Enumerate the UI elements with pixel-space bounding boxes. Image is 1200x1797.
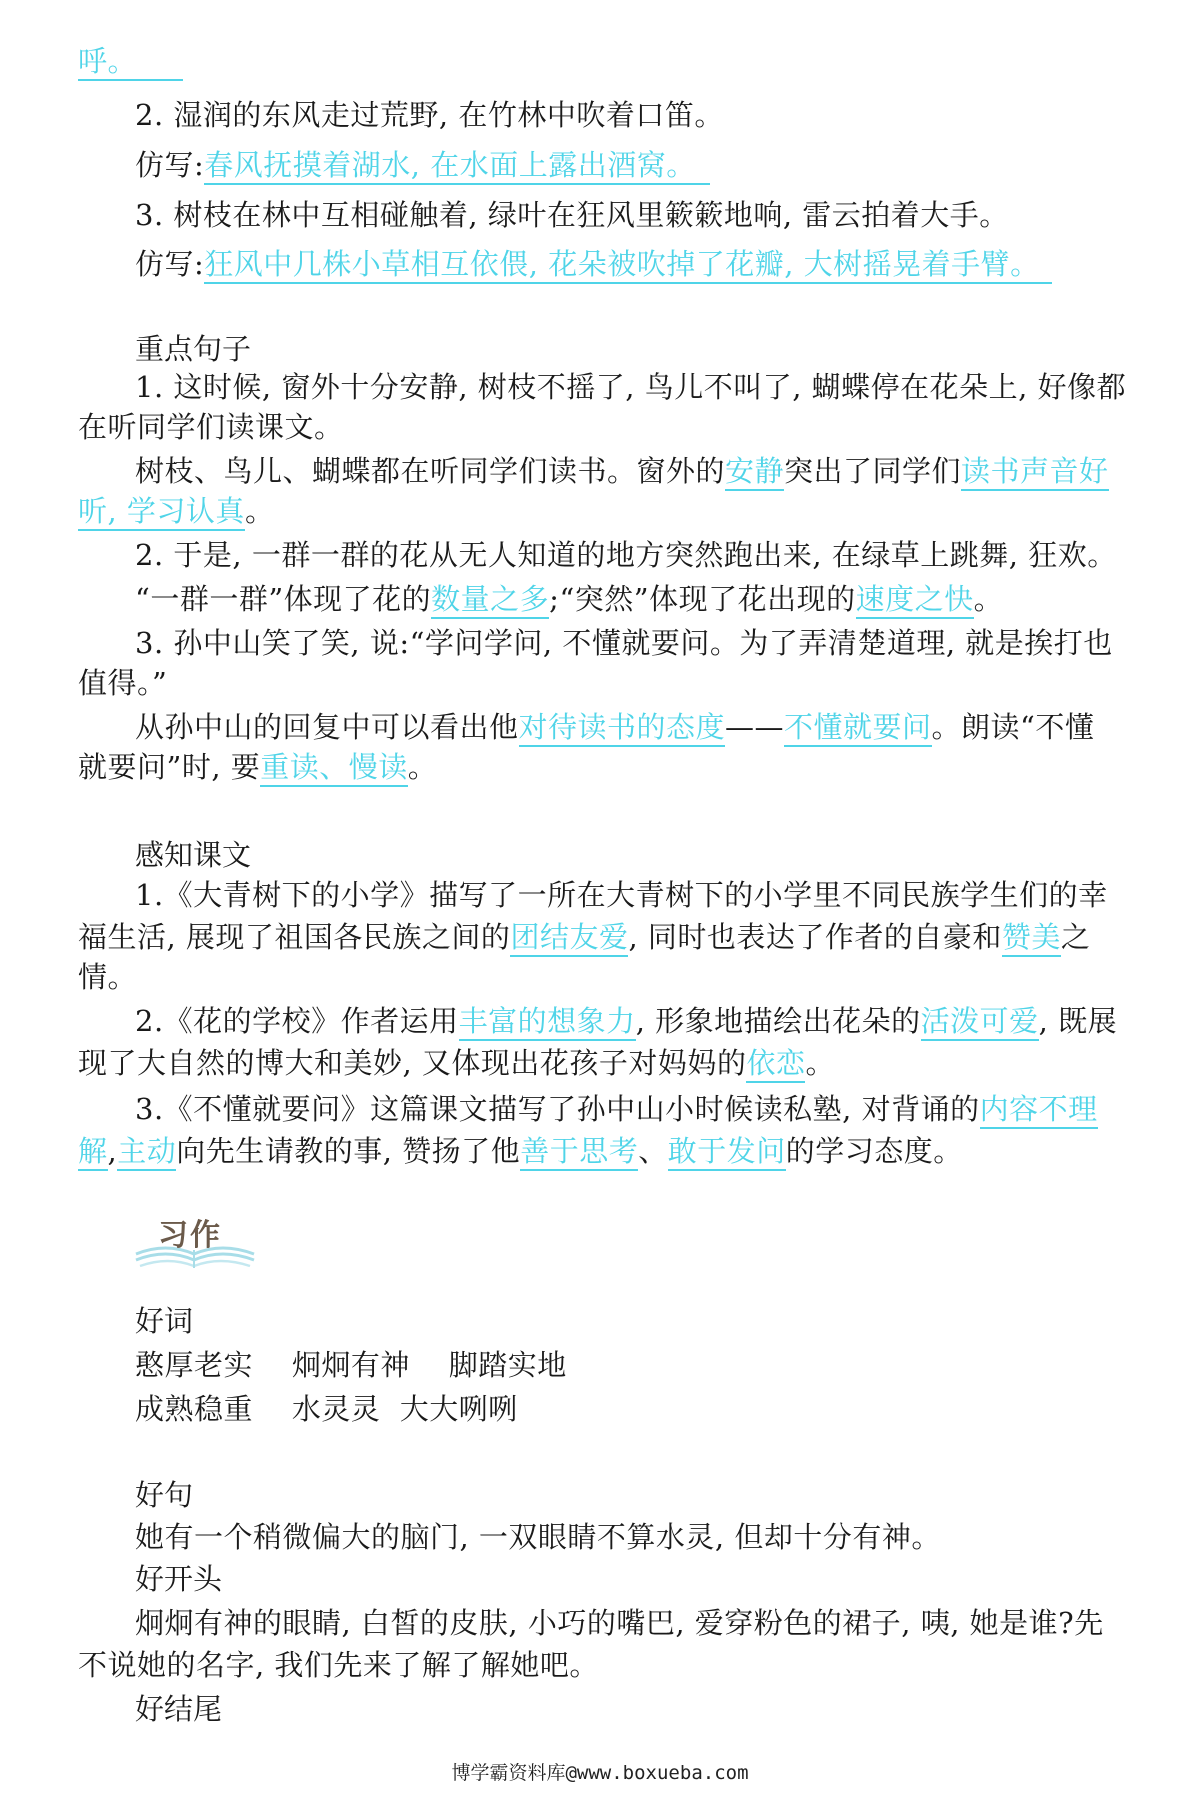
key-sentence-3-text: 3. 孙中山笑了笑, 说:“学问学问, 不懂就要问。为了弄清楚道理, 就是挨打也 xyxy=(135,626,1113,660)
good-ending-title: 好结尾 xyxy=(135,1692,223,1726)
key-sentence-3 xyxy=(135,624,1113,662)
perceive-1-end xyxy=(78,958,137,996)
footer-watermark: 博学霸资料库@www.boxueba.com xyxy=(451,1762,749,1784)
key-analysis-1 xyxy=(135,452,1109,490)
answer-imagination: 丰富的想象力 xyxy=(459,1004,636,1041)
writing-section-badge xyxy=(130,1210,260,1270)
good-sentence-title: 好句 xyxy=(135,1478,194,1512)
good-words-title: 好词 xyxy=(135,1304,194,1338)
text: “一群一群”体现了花的 xyxy=(135,582,432,616)
perceive-title: 感知课文 xyxy=(135,838,252,872)
key-sentence-3-cont xyxy=(78,664,167,702)
text: 树枝、鸟儿、蝴蝶都在听同学们读书。窗外的 xyxy=(135,454,726,488)
text: 福生活, 展现了祖国各民族之间的 xyxy=(78,920,511,954)
perceive-2 xyxy=(135,1002,1117,1040)
text: 3.《不懂就要问》这篇课文描写了孙中山小时候读私塾, 对背诵的 xyxy=(135,1092,980,1126)
imitation-2-answer: 春风抚摸着湖水, 在水面上露出酒窝。 xyxy=(204,148,709,185)
continuation-line xyxy=(78,42,183,80)
text: 。朗读“不懂 xyxy=(931,710,1095,744)
key-analysis-3-cont xyxy=(78,748,437,786)
imitation-label: 仿写: xyxy=(135,247,205,281)
answer-reading: 读书声音好 xyxy=(961,454,1109,491)
text: 。 xyxy=(973,582,1004,616)
good-opening-cont: 不说她的名字, 我们先来了解了解她吧。 xyxy=(78,1648,599,1682)
sentence-2-text: 2. 湿润的东风走过荒野, 在竹林中吹着口笛。 xyxy=(135,98,724,132)
text: 。 xyxy=(407,750,438,784)
answer-reading-style: 重读、慢读 xyxy=(260,750,408,787)
key-analysis-2 xyxy=(135,580,1003,618)
answer-continuation: 呼。 xyxy=(78,44,183,81)
answer-attachment: 依恋 xyxy=(746,1046,805,1083)
good-opening-title: 好开头 xyxy=(135,1562,223,1596)
text: , xyxy=(107,1134,118,1168)
answer-unity: 团结友爱 xyxy=(510,920,628,957)
good-sentence: 她有一个稍微偏大的脑门, 一双眼睛不算水灵, 但却十分有神。 xyxy=(135,1520,941,1554)
text: 。 xyxy=(244,494,275,528)
text: 从孙中山的回复中可以看出他 xyxy=(135,710,519,744)
answer-ask: 不懂就要问 xyxy=(784,710,932,747)
text: , 既展 xyxy=(1038,1004,1118,1038)
text: 突出了同学们 xyxy=(784,454,962,488)
text: 之 xyxy=(1060,920,1091,954)
answer-not-understand-cont: 解 xyxy=(78,1134,108,1171)
answer-quiet: 安静 xyxy=(725,454,784,491)
text: —— xyxy=(725,710,785,744)
imitation-3 xyxy=(135,245,1052,283)
text: 现了大自然的博大和美妙, 又体现出花孩子对妈妈的 xyxy=(78,1046,747,1080)
text: , 形象地描绘出花朵的 xyxy=(635,1004,921,1038)
key-sentence-1 xyxy=(135,368,1126,406)
answer-reading-cont: 听, 学习认真 xyxy=(78,494,245,531)
text: 1.《大青树下的小学》描写了一所在大青树下的小学里不同民族学生们的幸 xyxy=(135,878,1108,912)
key-analysis-3 xyxy=(135,708,1094,746)
perceive-1 xyxy=(135,876,1108,914)
perceive-2-cont xyxy=(78,1044,835,1082)
answer-thinking: 善于思考 xyxy=(520,1134,638,1171)
good-opening: 炯炯有神的眼睛, 白皙的皮肤, 小巧的嘴巴, 爱穿粉色的裙子, 咦, 她是谁?先 xyxy=(135,1606,1104,1640)
example-sentence-3 xyxy=(135,196,1009,234)
writing-badge-label: 习作 xyxy=(158,1218,222,1253)
sentence-3-text: 3. 树枝在林中互相碰触着, 绿叶在狂风里簌簌地响, 雷云拍着大手。 xyxy=(135,198,1009,232)
example-sentence-2 xyxy=(135,96,724,134)
key-sentence-3-text-cont: 值得。” xyxy=(78,666,168,700)
good-words-line-1: 憨厚老实 炯炯有神 脚踏实地 xyxy=(135,1348,567,1382)
imitation-2 xyxy=(135,146,710,184)
key-analysis-1-cont xyxy=(78,492,274,530)
key-sentence-2-text: 2. 于是, 一群一群的花从无人知道的地方突然跑出来, 在绿草上跳舞, 狂欢。 xyxy=(135,538,1117,572)
key-sentences-title: 重点句子 xyxy=(135,332,252,366)
text: 、 xyxy=(638,1134,668,1168)
text: 向先生请教的事, 赞扬了他 xyxy=(176,1134,521,1168)
text: 。 xyxy=(805,1046,835,1080)
answer-not-understand: 内容不理 xyxy=(980,1092,1098,1129)
perceive-1-cont xyxy=(78,918,1090,956)
text: , 同时也表达了作者的自豪和 xyxy=(628,920,1002,954)
answer-speed: 速度之快 xyxy=(856,582,974,619)
answer-attitude: 对待读书的态度 xyxy=(519,710,726,747)
answer-initiative: 主动 xyxy=(117,1134,176,1171)
perceive-3-cont xyxy=(78,1132,963,1170)
perceive-3 xyxy=(135,1090,1098,1128)
key-sentence-1-text-cont: 在听同学们读课文。 xyxy=(78,410,344,444)
text: 就要问”时, 要 xyxy=(78,750,261,784)
text: ;“突然”体现了花出现的 xyxy=(549,582,856,616)
key-sentence-1-cont xyxy=(78,408,344,446)
answer-praise: 赞美 xyxy=(1002,920,1061,957)
key-sentence-1-text: 1. 这时候, 窗外十分安静, 树枝不摇了, 鸟儿不叫了, 蝴蝶停在花朵上, 好像都 xyxy=(135,370,1127,404)
answer-questioning: 敢于发问 xyxy=(668,1134,786,1171)
good-words-line-2: 成熟稳重 水灵灵 大大咧咧 xyxy=(135,1392,518,1426)
answer-lively: 活泼可爱 xyxy=(921,1004,1039,1041)
text: 情。 xyxy=(78,960,138,994)
imitation-label: 仿写: xyxy=(135,148,205,182)
imitation-3-answer: 狂风中几株小草相互依偎, 花朵被吹掉了花瓣, 大树摇晃着手臂。 xyxy=(204,247,1051,284)
key-sentence-2 xyxy=(135,536,1117,574)
text: 的学习态度。 xyxy=(785,1134,963,1168)
text: 2.《花的学校》作者运用 xyxy=(135,1004,459,1038)
answer-quantity: 数量之多 xyxy=(431,582,549,619)
